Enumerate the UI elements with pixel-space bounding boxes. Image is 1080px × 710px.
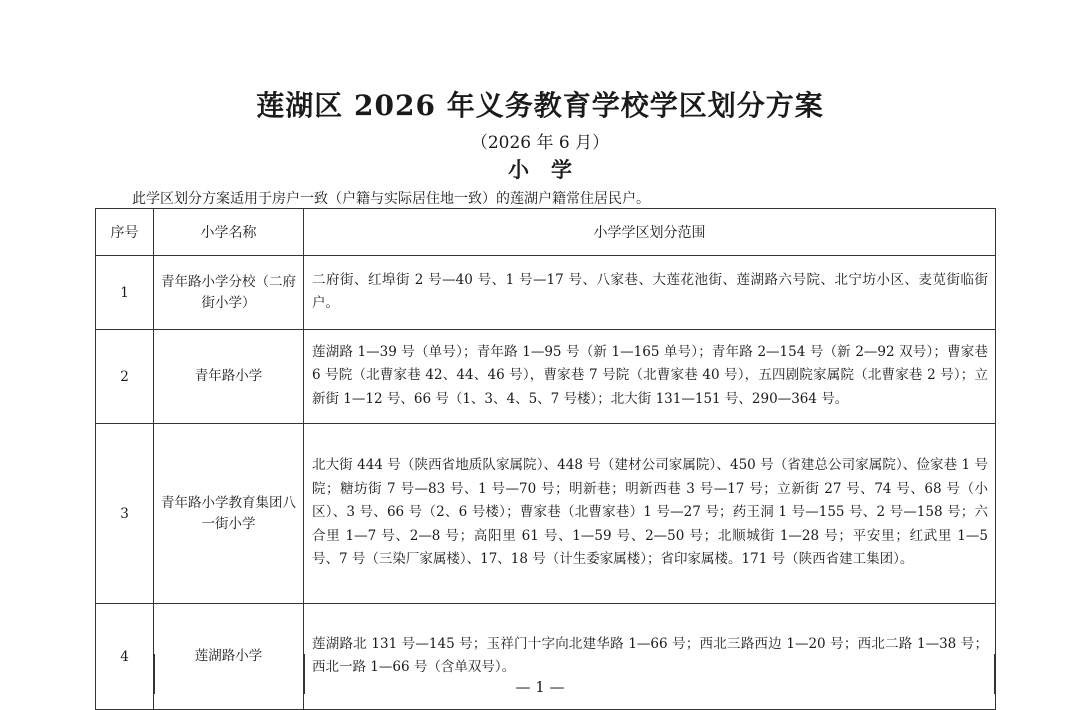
row-number: 3 — [96, 424, 154, 604]
table-row — [96, 256, 996, 330]
school-name: 青年路小学教育集团八一街小学 — [154, 424, 304, 604]
district-range: 莲湖路 1—39 号（单号）；青年路 1—95 号（新 1—165 单号）；青年路 2—154 号（新 2—92 双号）；曹家巷 6 号院（北曹家巷 42、44、46 号），曹家巷 7 号院（北曹家巷 40 号），五四剧院家属院（北曹家巷 2 号）；立新街 1—12 号、66 号（1、3、4、5、7 号楼）；北大街 131—151 号、290—364 号。 — [304, 330, 996, 424]
header-number: 序号 — [96, 209, 154, 256]
section-heading: 小学 — [508, 157, 594, 182]
table-row — [96, 330, 996, 424]
row-number: 2 — [96, 330, 154, 424]
header-school-name: 小学名称 — [154, 209, 304, 256]
table-header-row — [96, 209, 996, 256]
school-name: 青年路小学分校（二府街小学） — [154, 256, 304, 330]
school-name: 青年路小学 — [154, 330, 304, 424]
page-number — [0, 678, 1080, 696]
school-name: 莲湖路小学 — [154, 604, 304, 710]
document-title: 莲湖区 2026 年义务教育学校学区划分方案 — [256, 89, 824, 122]
intro-paragraph: 此学区划分方案适用于房户一致（户籍与实际居住地一致）的莲湖户籍常住居民户。 — [132, 191, 650, 207]
header-district-range: 小学学区划分范围 — [304, 209, 996, 256]
row-number: 1 — [96, 256, 154, 330]
document-date: （2026 年 6 月） — [470, 133, 610, 153]
district-table — [95, 208, 996, 710]
district-range: 北大街 444 号（陕西省地质队家属院）、448 号（建材公司家属院）、450 号（省建总公司家属院）、俭家巷 1 号院；糖坊街 7 号—83 号、1 号—70 号；明新巷；明新西巷 3 号—17 号；立新街 27 号、74 号、68 号（小区）、3 号、66 号（2、6 号楼）；曹家巷（北曹家巷）1 号—27 号；药王洞 1 号—155 号、2 号—158 号；六合里 1—7 号、2—8 号；高阳里 61 号、1—59 号、2—50 号；北顺城街 1—28 号；平安里；红武里 1—5 号、7 号（三染厂家属楼）、17、18 号（计生委家属楼）；省印家属楼。171 号（陕西省建工集团）。 — [304, 424, 996, 604]
page-number-text: — 1 — — [511, 678, 568, 696]
table-row — [96, 424, 996, 604]
district-range: 莲湖路北 131 号—145 号；玉祥门十字向北建华路 1—66 号；西北三路西边 1—20 号；西北二路 1—38 号；西北一路 1—66 号（含单双号）。 — [304, 604, 996, 710]
row-number: 4 — [96, 604, 154, 710]
district-range: 二府街、红埠街 2 号—40 号、1 号—17 号、八家巷、大莲花池街、莲湖路六号院、北宁坊小区、麦苋街临街户。 — [304, 256, 996, 330]
